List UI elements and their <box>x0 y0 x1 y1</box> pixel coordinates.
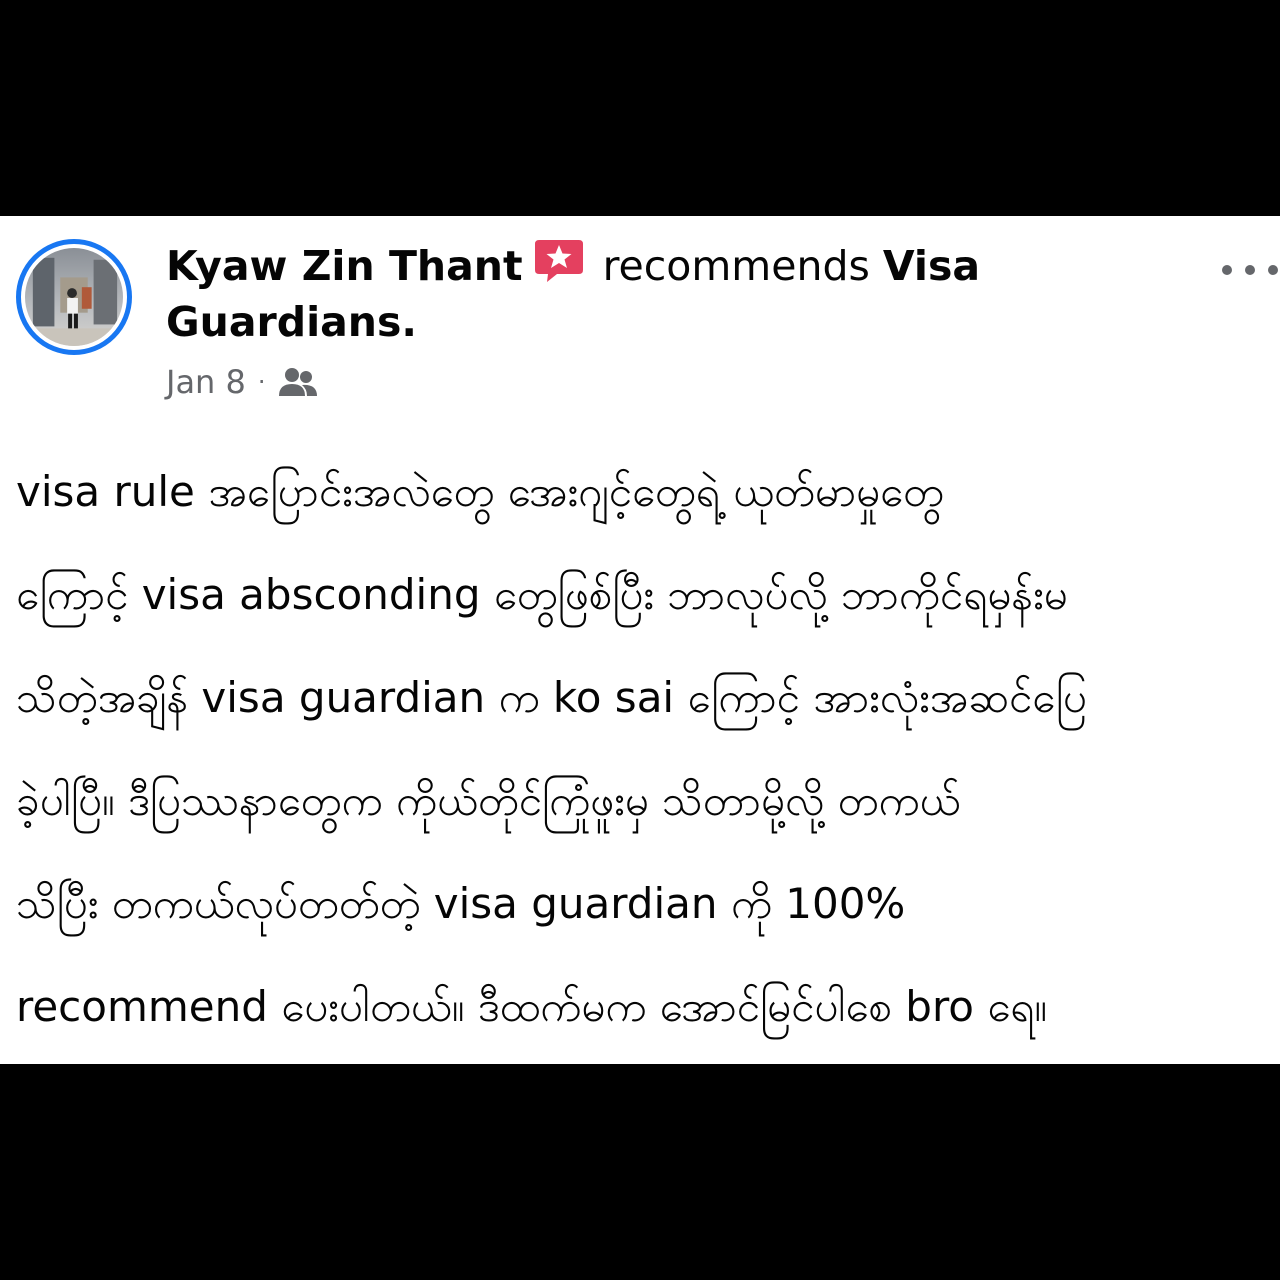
avatar[interactable] <box>25 248 123 346</box>
facebook-post <box>0 216 1280 1064</box>
post-meta <box>166 362 318 402</box>
more-dot <box>1268 265 1278 275</box>
action-text: recommends <box>602 242 870 290</box>
post-header <box>166 238 1166 350</box>
post-body-line: ခဲ့ပါပြီ။ ဒီပြဿနာတွေက ကိုယ်တိုင်ကြုံဖူးမှ သိတာမို့လို့ တကယ် <box>16 776 961 825</box>
post-body-line: ကြောင့် visa absconding တွေဖြစ်ပြီး ဘာလုပ်လို့ ဘာကိုင်ရမှန်းမ <box>16 570 1068 619</box>
post-body <box>16 440 1272 1058</box>
post-body-line: သိပြီး တကယ်လုပ်တတ်တဲ့ visa guardian ကို 100% <box>16 879 906 928</box>
more-options-icon[interactable] <box>1222 256 1278 284</box>
author-avatar-ring[interactable] <box>16 239 132 355</box>
post-date[interactable]: Jan 8 <box>166 363 246 401</box>
post-body-line: သိတဲ့အချိန် visa guardian က ko sai ကြောင့် အားလုံးအဆင်ပြေ <box>16 673 1087 722</box>
page-name-link[interactable]: Visa Guardians. <box>166 242 981 346</box>
author-name[interactable]: Kyaw Zin Thant <box>166 242 523 290</box>
meta-separator: · <box>257 368 266 396</box>
more-dot <box>1245 265 1255 275</box>
post-body-line: recommend ပေးပါတယ်။ ဒီထက်မက အောင်မြင်ပါစေ bro ရေ။ <box>16 982 1047 1031</box>
star-badge-icon <box>533 238 585 284</box>
post-body-line: visa rule အပြောင်းအလဲတွေ အေးဂျင့်တွေရဲ့ ယုတ်မာမှုတွေ <box>16 467 944 516</box>
friends-audience-icon[interactable] <box>278 366 318 398</box>
more-dot <box>1222 265 1232 275</box>
